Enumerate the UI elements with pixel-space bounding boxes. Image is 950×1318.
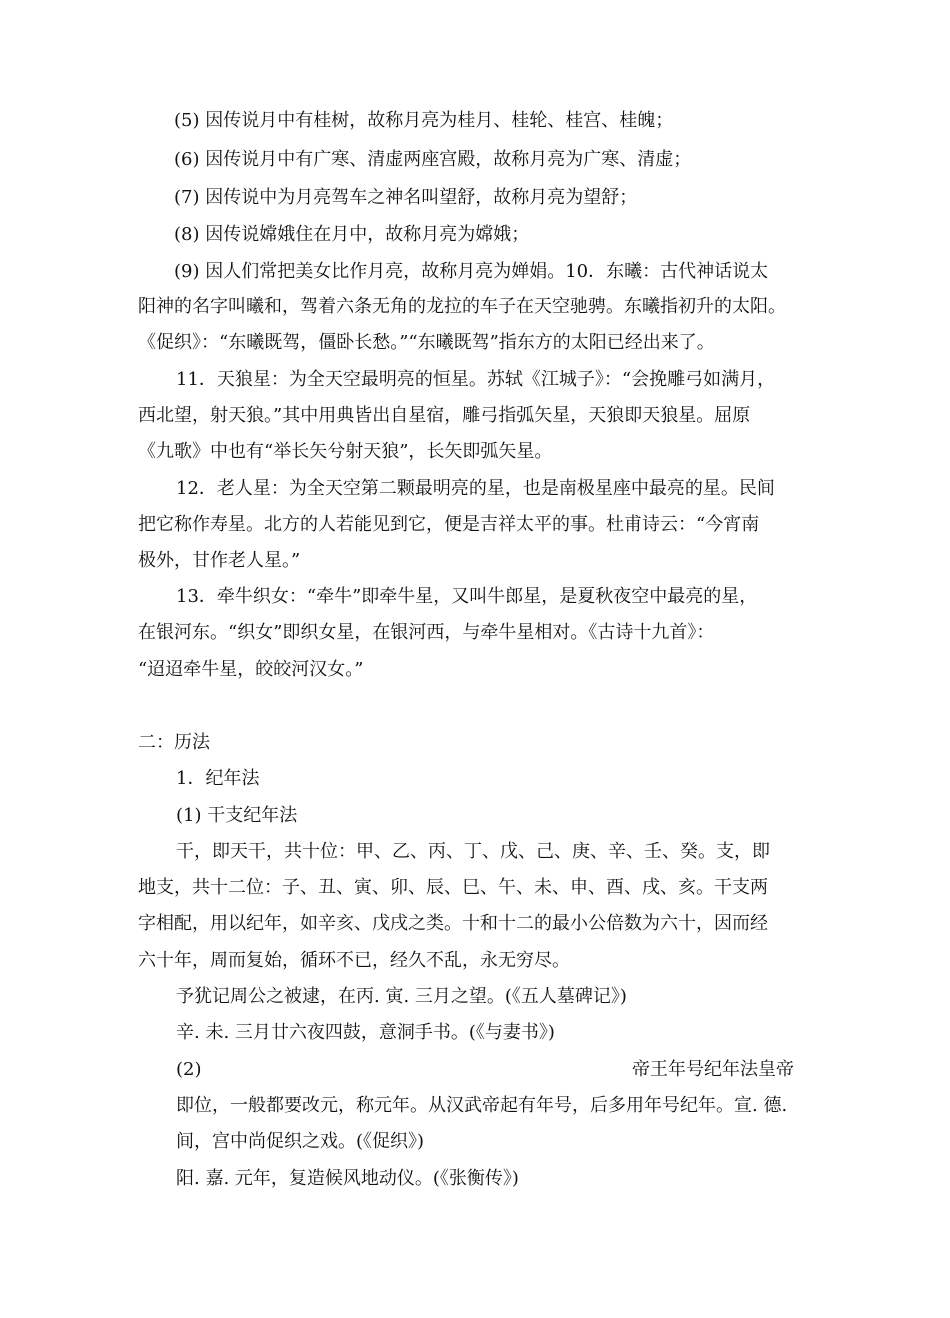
- text-line: 《促织》：“东曦既驾，僵卧长愁。”“东曦既驾”指东方的太阳已经出来了。: [138, 332, 715, 353]
- text-line: 间，宫中尚促织之戏。(《促织》): [176, 1131, 425, 1152]
- subsection-heading: (1) 干支纪年法: [176, 805, 298, 826]
- text-line: 极外，甘作老人星。”: [138, 550, 301, 571]
- text-line: 13．牵牛织女：“牵牛”即牵牛星，又叫牛郎星，是夏秋夜空中最亮的星，: [176, 586, 758, 607]
- text-line: (5) 因传说月中有桂树，故称月亮为桂月、桂轮、桂宫、桂魄；: [174, 110, 674, 131]
- text-line: 字相配，用以纪年，如辛亥、戊戌之类。十和十二的最小公倍数为六十，因而经: [138, 913, 768, 934]
- text-line: 西北望，射天狼。”其中用典皆出自星宿，雕弓指弧矢星，天狼即天狼星。屈原: [138, 405, 751, 426]
- text-line: 在银河东。“织女”即织女星，在银河西，与牵牛星相对。《古诗十九首》：: [138, 622, 715, 643]
- text-line: 12．老人星：为全天空第二颗最明亮的星，也是南极星座中最亮的星。民间: [176, 478, 775, 499]
- text-line: (6) 因传说月中有广寒、清虚两座宫殿，故称月亮为广寒、清虚；: [174, 149, 692, 170]
- text-line: 阳神的名字叫曦和，驾着六条无角的龙拉的车子在天空驰骋。东曦指初升的太阳。: [138, 296, 786, 317]
- text-line: 把它称作寿星。北方的人若能见到它，便是吉祥太平的事。杜甫诗云：“今宵南: [138, 514, 760, 535]
- text-line: 《九歌》中也有“举长矢兮射天狼”，长矢即弧矢星。: [138, 441, 553, 462]
- text-line: 阳. 嘉. 元年，复造候风地动仪。(《张衡传》): [176, 1168, 519, 1189]
- text-line: 11．天狼星：为全天空最明亮的恒星。苏轼《江城子》：“会挽雕弓如满月，: [176, 369, 776, 390]
- text-line: 干，即天干，共十位：甲、乙、丙、丁、戊、己、庚、辛、壬、癸。支，即: [176, 841, 770, 862]
- text-line: 地支，共十二位：子、丑、寅、卯、辰、巳、午、未、申、酉、戌、亥。干支两: [138, 877, 768, 898]
- subsection-heading: 1．纪年法: [176, 768, 260, 789]
- subsection-heading: (2): [176, 1059, 202, 1080]
- section-heading: 二：历法: [138, 732, 210, 753]
- text-line: (8) 因传说嫦娥住在月中，故称月亮为嫦娥；: [174, 224, 530, 245]
- text-line: “迢迢牵牛星，皎皎河汉女。”: [138, 659, 364, 680]
- text-line: (9) 因人们常把美女比作月亮，故称月亮为婵娟。10．东曦：古代神话说太: [174, 261, 769, 282]
- text-line: 即位，一般都要改元，称元年。从汉武帝起有年号，后多用年号纪年。宣. 德.: [176, 1095, 788, 1116]
- text-line: (7) 因传说中为月亮驾车之神名叫望舒，故称月亮为望舒；: [174, 187, 638, 208]
- text-line: 六十年，周而复始，循环不已，经久不乱，永无穷尽。: [138, 950, 570, 971]
- text-line: 辛. 未. 三月廿六夜四鼓，意洞手书。(《与妻书》): [176, 1022, 555, 1043]
- text-fragment: 帝王年号纪年法皇帝: [632, 1059, 794, 1080]
- text-line: 予犹记周公之被逮，在丙. 寅. 三月之望。(《五人墓碑记》): [176, 986, 627, 1007]
